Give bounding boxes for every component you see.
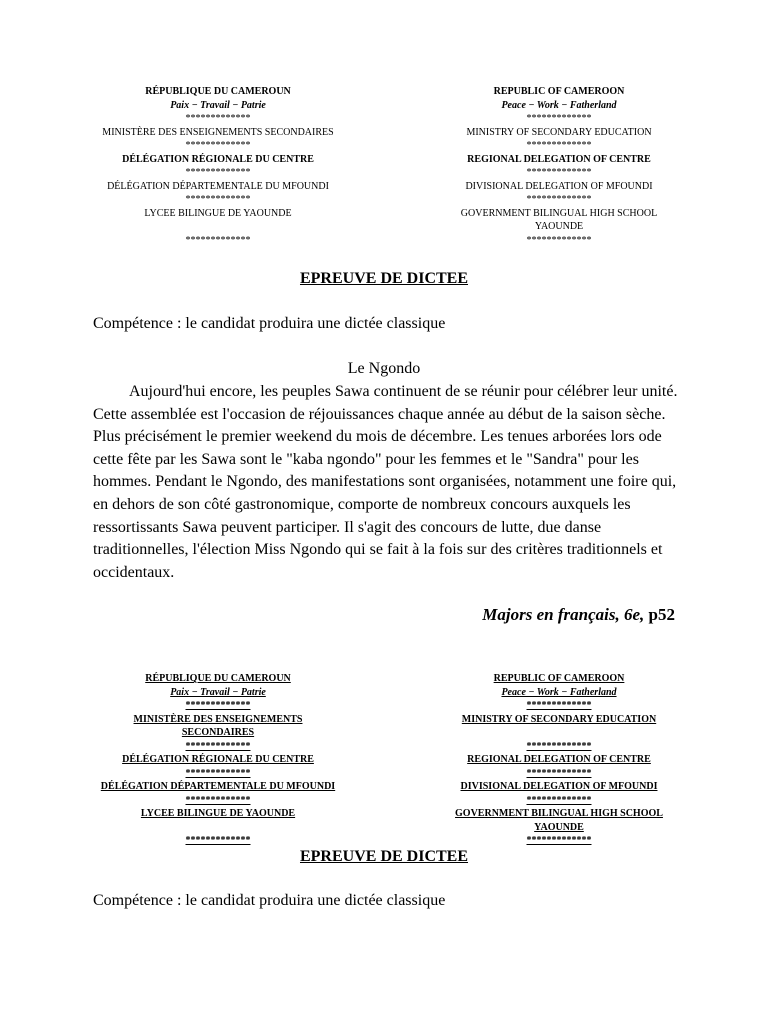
letterhead-left-fr xyxy=(88,85,348,247)
source-book: Majors en français, 6e, xyxy=(482,605,645,624)
separator: ************* xyxy=(526,167,592,178)
separator: ************* xyxy=(185,700,251,711)
divisional-delegation-fr: DÉLÉGATION DÉPARTEMENTALE DU MFOUNDI xyxy=(100,781,336,792)
school-en-line2: YAOUNDE xyxy=(534,821,584,833)
ministry-en: MINISTRY OF SECONDARY EDUCATION xyxy=(466,126,652,138)
country-en: REPUBLIC OF CAMEROON xyxy=(493,86,625,97)
motto-en: Peace − Work − Fatherland xyxy=(501,686,617,698)
separator: ************* xyxy=(185,167,251,178)
separator: ************* xyxy=(526,835,592,846)
ministry-en: MINISTRY OF SECONDARY EDUCATION xyxy=(461,713,657,725)
spacer xyxy=(88,821,348,835)
letterhead-left-fr xyxy=(88,672,348,848)
exam-title: EPREUVE DE DICTEE xyxy=(299,848,469,865)
separator: ************* xyxy=(185,194,251,205)
dictation-text: Aujourd'hui encore, les peuples Sawa continuent de se réunir pour célébrer leur unité. Cette assemblée est l'occasion de réjouissances chaque année au début de la saison sèche. Plus précisément le premier weekend du mois de décembre. Les tenues arborées lors ode cette fête par les Sawa sont le "kaba ngondo" pour les femmes et le "Sandra" pour les hommes. Pendant le Ngondo, des manifestations sont organisées, notamment une foire qui, en dehors de son côté gastronomique, comporte de nombreux concours auxquels les ressortissants Sawa peuvent participer. Il s'agit des concours de lutte, due danse traditionnelles, l'élection Miss Ngondo qui se fait à la fois sur des critères traditionnels et occidentaux. xyxy=(93,383,678,581)
school-en-line1: GOVERNMENT BILINGUAL HIGH SCHOOL xyxy=(460,207,658,219)
source-page: p52 xyxy=(644,605,675,624)
regional-delegation-en: REGIONAL DELEGATION OF CENTRE xyxy=(467,754,651,765)
divisional-delegation-en: DIVISIONAL DELEGATION OF MFOUNDI xyxy=(460,781,658,792)
regional-delegation-fr: DÉLÉGATION RÉGIONALE DU CENTRE xyxy=(122,754,314,765)
separator: ************* xyxy=(526,140,592,151)
letterhead-right-en xyxy=(430,672,688,848)
country-en: REPUBLIC OF CAMEROON xyxy=(493,673,625,684)
ministry-fr-line1: MINISTÈRE DES ENSEIGNEMENTS xyxy=(133,713,303,725)
divisional-delegation-en: DIVISIONAL DELEGATION OF MFOUNDI xyxy=(465,180,653,192)
dictation-title: Le Ngondo xyxy=(347,360,421,377)
separator: ************* xyxy=(526,194,592,205)
competence-line: Compétence : le candidat produira une dictée classique xyxy=(93,892,446,909)
separator: ************* xyxy=(185,140,251,151)
motto-fr: Paix − Travail − Patrie xyxy=(170,686,266,698)
separator: ************* xyxy=(526,700,592,711)
regional-delegation-en: REGIONAL DELEGATION OF CENTRE xyxy=(467,153,651,165)
divisional-delegation-fr: DÉLÉGATION DÉPARTEMENTALE DU MFOUNDI xyxy=(107,180,329,192)
motto-en: Peace − Work − Fatherland xyxy=(501,99,617,111)
separator: ************* xyxy=(526,740,592,752)
ministry-fr-line2: SECONDAIRES xyxy=(181,727,255,738)
country-fr: RÉPUBLIQUE DU CAMEROUN xyxy=(145,673,291,684)
spacer xyxy=(88,220,348,234)
letterhead-right-en xyxy=(430,85,688,247)
separator: ************* xyxy=(185,234,251,246)
separator: ************* xyxy=(526,767,592,779)
spacer xyxy=(430,726,688,740)
regional-delegation-fr: DÉLÉGATION RÉGIONALE DU CENTRE xyxy=(122,153,314,165)
exam-title: EPREUVE DE DICTEE xyxy=(299,270,469,287)
separator: ************* xyxy=(185,835,251,846)
separator: ************* xyxy=(185,767,251,779)
separator: ************* xyxy=(526,794,592,806)
separator: ************* xyxy=(185,113,251,124)
motto-fr: Paix − Travail − Patrie xyxy=(170,99,266,111)
ministry-fr: MINISTÈRE DES ENSEIGNEMENTS SECONDAIRES xyxy=(102,126,334,138)
school-fr: LYCEE BILINGUE DE YAOUNDE xyxy=(144,207,292,219)
country-fr: RÉPUBLIQUE DU CAMEROUN xyxy=(145,86,291,97)
separator: ************* xyxy=(185,794,251,806)
separator: ************* xyxy=(526,113,592,124)
source-reference xyxy=(482,605,675,625)
separator: ************* xyxy=(526,234,592,246)
school-en-line1: GOVERNMENT BILINGUAL HIGH SCHOOL xyxy=(455,808,663,819)
school-en-line2: YAOUNDE xyxy=(534,221,584,232)
competence-line: Compétence : le candidat produira une dictée classique xyxy=(93,315,446,332)
school-fr: LYCEE BILINGUE DE YAOUNDE xyxy=(140,808,296,819)
separator: ************* xyxy=(185,740,251,752)
